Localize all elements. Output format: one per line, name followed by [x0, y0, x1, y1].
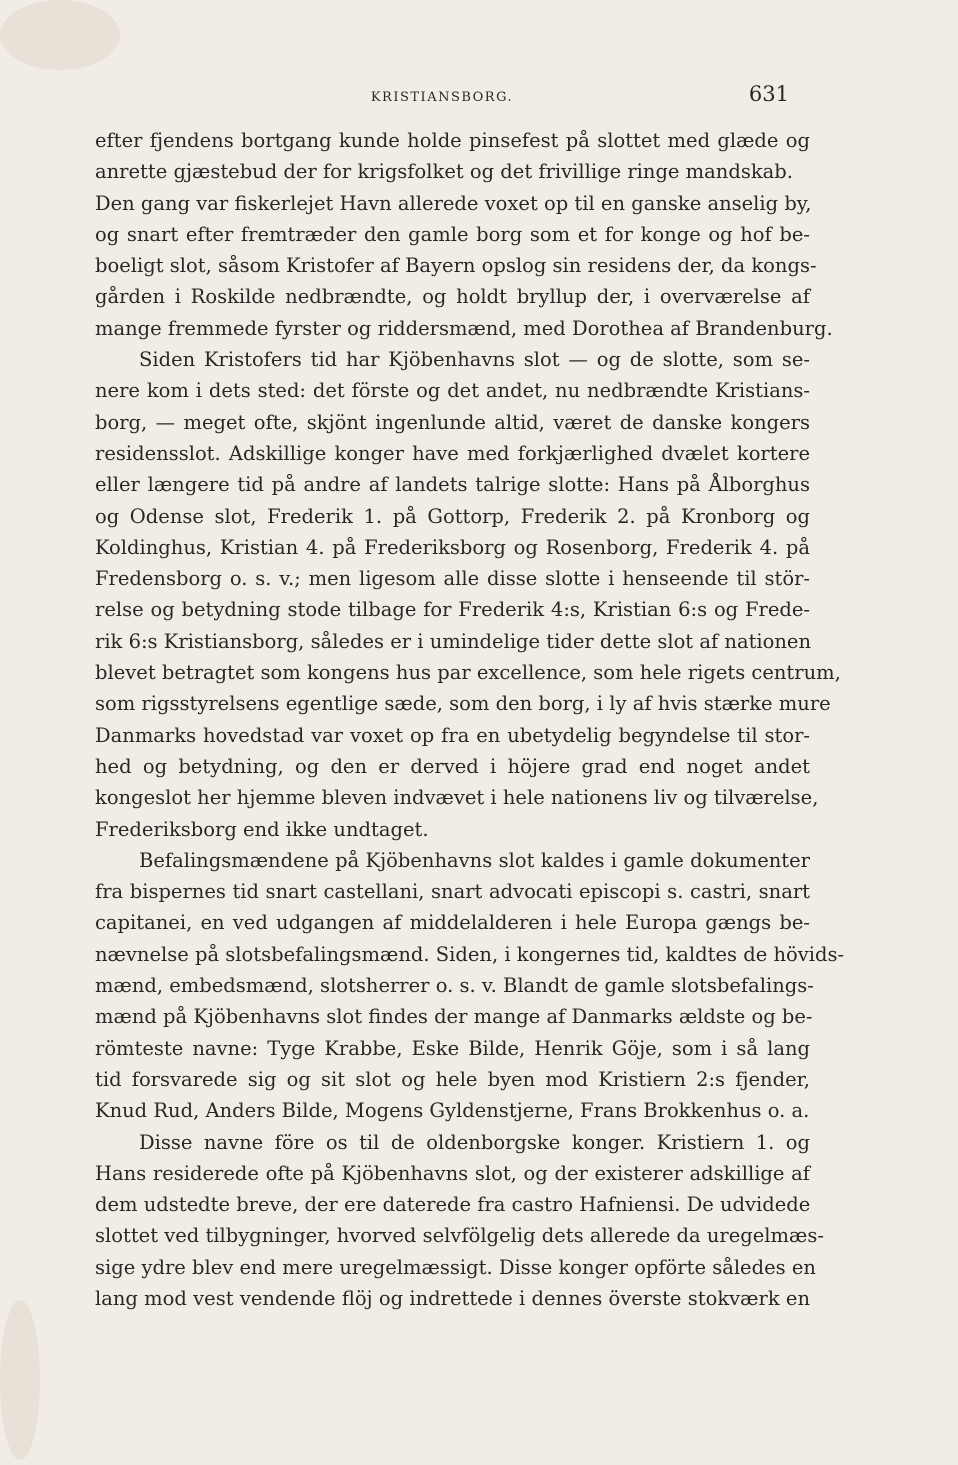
page-header [95, 82, 789, 112]
text-line: sige ydre blev end mere uregelmæssigt. Disse konger opförte således en [95, 1255, 816, 1279]
text-line: mænd på Kjöbenhavns slot findes der mange af Danmarks ældste og be- [95, 1005, 813, 1029]
text-line: Befalingsmændene på Kjöbenhavns slot kaldes i gamle dokumenter [139, 848, 810, 872]
text-line: lang mod vest vendende flöj og indrettede i dennes överste stokværk en [95, 1286, 810, 1310]
text-line: Koldinghus, Kristian 4. på Frederiksborg og Rosenborg, Frederik 4. på [95, 535, 810, 559]
text-line: capitanei, en ved udgangen af middelalderen i hele Europa gængs be- [95, 911, 810, 935]
text-line: kongeslot her hjemme bleven indvævet i hele nationens liv og tilværelse, [95, 786, 819, 810]
text-line: römteste navne: Tyge Krabbe, Eske Bilde, Henrik Göje, som i så lang [95, 1036, 810, 1060]
paper-stain [0, 0, 120, 70]
running-title: KRISTIANSBORG. [370, 90, 514, 105]
text-line: Knud Rud, Anders Bilde, Mogens Gyldenstjerne, Frans Brokkenhus o. a. [95, 1099, 810, 1123]
text-line: hed og betydning, og den er derved i höjere grad end noget andet [95, 754, 810, 778]
text-line: Fredensborg o. s. v.; men ligesom alle disse slotte i henseende til stör- [95, 567, 810, 591]
page-number: 631 [748, 82, 789, 106]
text-line: tid forsvarede sig og sit slot og hele byen mod Kristiern 2:s fjender, [95, 1067, 810, 1091]
text-line: Danmarks hovedstad var voxet op fra en ubetydelig begyndelse til stor- [95, 723, 810, 747]
text-line: Frederiksborg end ikke undtaget. [95, 817, 429, 841]
text-line: som rigsstyrelsens egentlige sæde, som den borg, i ly af hvis stærke mure [95, 692, 831, 716]
text-line: nævnelse på slotsbefalingsmænd. Siden, i kongernes tid, kaldtes de hövids- [95, 942, 845, 966]
text-line: fra bispernes tid snart castellani, snart advocati episcopi s. castri, snart [95, 880, 810, 904]
paper-stain [0, 1300, 40, 1460]
text-line: mange fremmede fyrster og riddersmænd, med Dorothea af Brandenburg. [95, 316, 833, 340]
text-line: anrette gjæstebud der for krigsfolket og det frivillige ringe mandskab. [95, 160, 793, 184]
text-line: nere kom i dets sted: det förste og det andet, nu nedbrændte Kristians- [95, 379, 810, 403]
text-line: Siden Kristofers tid har Kjöbenhavns slot — og de slotte, som se- [139, 348, 810, 372]
text-line: blevet betragtet som kongens hus par excellence, som hele rigets centrum, [95, 661, 841, 685]
text-line: efter fjendens bortgang kunde holde pinsefest på slottet med glæde og [95, 129, 810, 152]
text-line: relse og betydning stode tilbage for Frederik 4:s, Kristian 6:s og Frede- [95, 598, 810, 622]
text-line: Disse navne före os til de oldenborgske konger. Kristiern 1. og [139, 1130, 810, 1154]
text-line: borg, — meget ofte, skjönt ingenlunde altid, været de danske kongers [95, 410, 810, 434]
text-line: eller længere tid på andre af landets talrige slotte: Hans på Ålborghus [95, 473, 810, 497]
text-line: og snart efter fremtræder den gamle borg som et for konge og hof be- [95, 222, 810, 246]
text-line: mænd, embedsmænd, slotsherrer o. s. v. Blandt de gamle slotsbefalings- [95, 974, 814, 998]
text-line: Hans residerede ofte på Kjöbenhavns slot, og der existerer adskillige af [95, 1161, 810, 1185]
text-line: gården i Roskilde nedbrændte, og holdt bryllup der, i overværelse af [95, 285, 810, 309]
body-text [95, 125, 845, 1314]
text-line: boeligt slot, såsom Kristofer af Bayern opslog sin residens der, da kongs- [95, 254, 817, 278]
text-line: dem udstedte breve, der ere daterede fra castro Hafniensi. De udvidede [95, 1193, 811, 1217]
text-line: rik 6:s Kristiansborg, således er i umindelige tider dette slot af nationen [95, 629, 812, 653]
text-line: slottet ved tilbygninger, hvorved selvfölgelig dets allerede da uregelmæs- [95, 1224, 824, 1248]
text-line: Den gang var fiskerlejet Havn allerede voxet op til en ganske anselig by, [95, 191, 812, 215]
text-line: residensslot. Adskillige konger have med forkjærlighed dvælet kortere [95, 441, 810, 465]
text-line: og Odense slot, Frederik 1. på Gottorp, Frederik 2. på Kronborg og [95, 504, 810, 528]
